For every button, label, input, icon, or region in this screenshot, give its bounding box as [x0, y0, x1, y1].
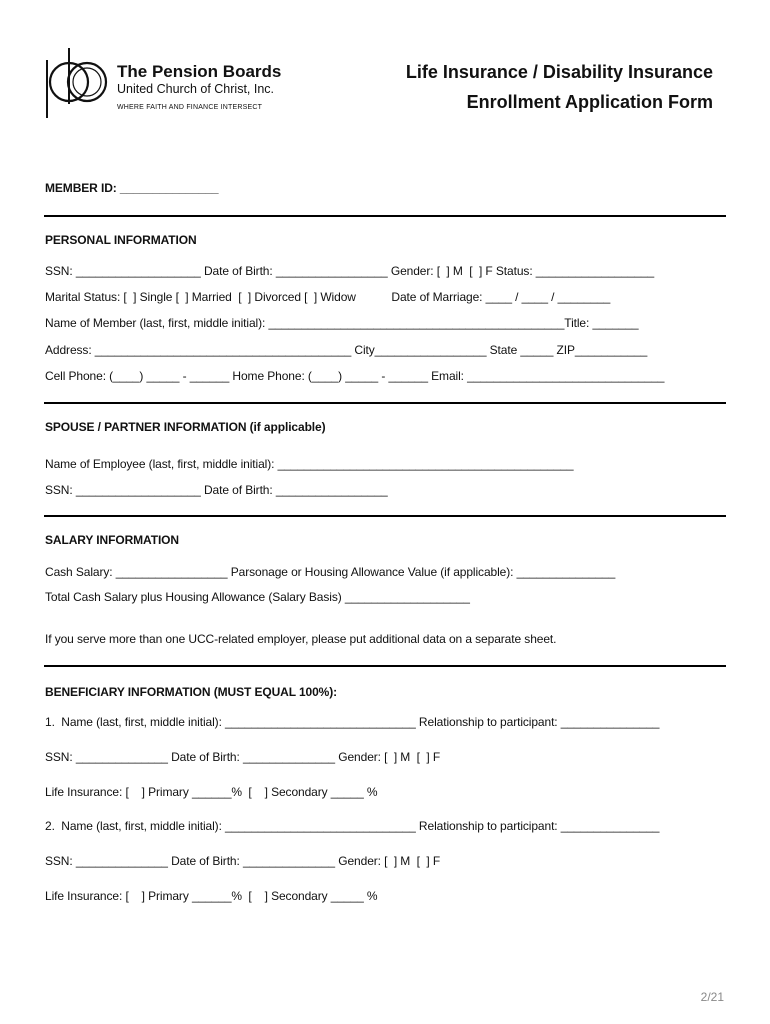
beneficiary1-ssn-row[interactable]: SSN: ______________ Date of Birth: ______________ Gender: [ ] M [ ] F — [45, 750, 441, 764]
beneficiary2-name-row[interactable]: 2. Name (last, first, middle initial): _____________________________ Relationship to participant: _______________ — [45, 819, 660, 833]
section-divider — [44, 515, 726, 517]
salary-total-row[interactable]: Total Cash Salary plus Housing Allowance (Salary Basis) ___________________ — [45, 590, 470, 604]
section-divider — [44, 665, 726, 667]
section-divider — [44, 215, 726, 217]
personal-marital-row[interactable]: Marital Status: [ ] Single [ ] Married [ ] Divorced [ ] Widow Date of Marriage: ____ / ____ / ________ — [45, 290, 611, 304]
form-title-line1: Life Insurance / Disability Insurance — [405, 62, 713, 82]
beneficiary2-ssn-row[interactable]: SSN: ______________ Date of Birth: ______________ Gender: [ ] M [ ] F — [45, 854, 441, 868]
personal-address-row[interactable]: Address: _______________________________________ City_________________ State _____ ZIP___________ — [45, 343, 648, 357]
org-tagline: WHERE FAITH AND FINANCE INTERSECT — [117, 104, 263, 111]
spouse-name-row[interactable]: Name of Employee (last, first, middle initial): _____________________________________________ — [45, 457, 574, 471]
form-title-line2: Enrollment Application Form — [466, 92, 713, 112]
pension-boards-logo — [42, 44, 112, 129]
member-id-field[interactable]: MEMBER ID: _______________ — [45, 181, 219, 195]
salary-note: If you serve more than one UCC-related employer, please put additional data on a separate sheet. — [45, 632, 557, 646]
personal-phone-row[interactable]: Cell Phone: (____) _____ - ______ Home Phone: (____) _____ - ______ Email: ______________________________ — [45, 369, 665, 383]
section-divider — [44, 402, 726, 404]
salary-info-heading: SALARY INFORMATION — [45, 533, 179, 547]
beneficiary1-name-row[interactable]: 1. Name (last, first, middle initial): _____________________________ Relationship to participant: _______________ — [45, 715, 660, 729]
salary-cash-row[interactable]: Cash Salary: _________________ Parsonage or Housing Allowance Value (if applicable): _______________ — [45, 565, 616, 579]
logo-rings-icon — [42, 44, 112, 124]
page-number: 2/21 — [700, 990, 724, 1004]
spouse-ssn-row[interactable]: SSN: ___________________ Date of Birth: _________________ — [45, 483, 388, 497]
beneficiary-info-heading: BENEFICIARY INFORMATION (MUST EQUAL 100%): — [45, 685, 338, 699]
personal-info-heading: PERSONAL INFORMATION — [45, 233, 197, 247]
org-subtitle: United Church of Christ, Inc. — [117, 82, 275, 96]
org-name: The Pension Boards — [117, 62, 282, 81]
spouse-info-heading: SPOUSE / PARTNER INFORMATION (if applicable) — [45, 420, 326, 434]
beneficiary2-insurance-row[interactable]: Life Insurance: [ ] Primary ______% [ ] Secondary _____ % — [45, 889, 378, 903]
beneficiary1-insurance-row[interactable]: Life Insurance: [ ] Primary ______% [ ] Secondary _____ % — [45, 785, 378, 799]
personal-ssn-row[interactable]: SSN: ___________________ Date of Birth: _________________ Gender: [ ] M [ ] F Status: __________________ — [45, 264, 655, 278]
personal-name-row[interactable]: Name of Member (last, first, middle initial): _____________________________________________Title: _______ — [45, 316, 639, 330]
